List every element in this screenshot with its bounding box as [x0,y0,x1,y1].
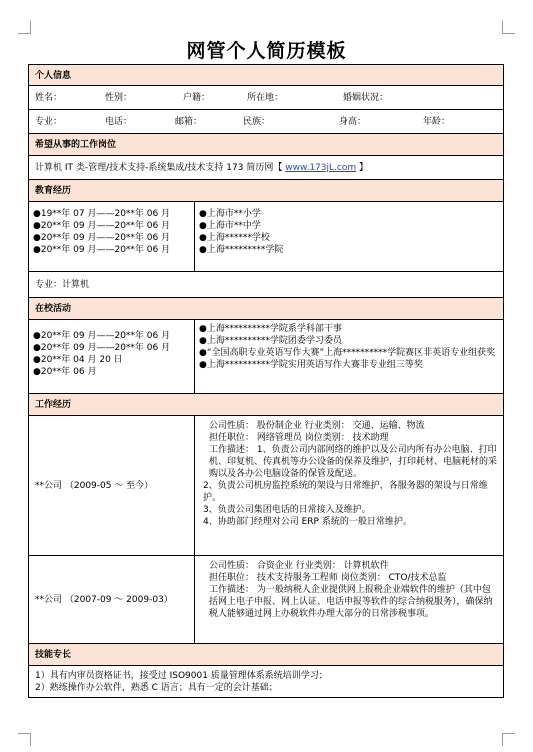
education-school: ●上海******学校 [199,233,270,243]
document-title: 网管个人简历模板 [186,40,347,62]
field-location: 所在地： [247,92,284,103]
field-gender: 性别： [105,92,133,103]
job-details [195,416,503,555]
section-campus-label: 在校活动 [35,304,72,314]
campus-dates [29,320,195,393]
campus-item: ●上海**********学院团委学习委员 [199,336,342,346]
job-line: 4、协助部门经理对公司 ERP 系统的一般日常维护。 [203,517,412,527]
personal-row-1 [28,86,504,110]
education-schools [195,202,287,271]
section-work [28,394,504,416]
field-age: 年龄： [423,116,451,127]
section-target [28,134,504,156]
crop-mark-bottom-right [502,733,515,746]
resume-table [28,64,504,698]
section-skills-label: 技能专长 [35,650,72,660]
target-end: 】 [359,163,369,173]
education-school: ●上海*********学院 [199,245,284,255]
education-date: ●19**年 07 月——20**年 06 月 [33,209,171,219]
section-personal-label: 个人信息 [35,71,72,81]
target-row [28,156,504,180]
field-height: 身高： [339,116,367,127]
field-email: 邮箱： [175,116,203,127]
field-ethnicity: 民族： [243,116,271,127]
section-campus [28,298,504,320]
section-education-label: 教育经历 [35,186,72,196]
campus-date: ●20**年 09 月——20**年 06 月 [33,331,171,341]
education-dates [29,202,195,271]
crop-mark-top-right [502,21,515,34]
education-date: ●20**年 09 月——20**年 06 月 [33,221,171,231]
job-line: 担任职位： 网络管理员 岗位类别： 技术助理 [209,433,389,443]
job-company-text: **公司 （2007-09 ～ 2009-03） [35,594,173,605]
job-company [29,556,195,643]
campus-item: ●上海**********学院实用英语写作大赛非专业组三等奖 [199,360,423,370]
personal-row-2 [28,110,504,134]
field-marital: 婚姻状况： [343,92,389,103]
field-hukou: 户籍： [183,92,211,103]
campus-item: ●上海**********学院系学科部干事 [199,324,342,334]
job-details [195,556,503,643]
crop-mark-top-left [18,21,31,34]
crop-mark-bottom-left [18,733,31,746]
job-line: 公司性质： 股份制企业 行业类别： 交通、运输、物流 [209,421,425,431]
section-education [28,180,504,202]
major-text: 专业：计算机 [35,280,90,290]
skill-line: 2）熟练操作办公软件，熟悉 C 语言；具有一定的会计基础； [35,683,278,693]
campus-items [195,320,503,393]
education-date: ●20**年 09 月——20**年 06 月 [33,233,171,243]
job-company [29,416,195,555]
job-row-1 [28,416,504,556]
campus-row [28,320,504,394]
field-name: 姓名： [35,92,63,103]
campus-date: ●20**年 04 月 20 日 [33,355,123,365]
section-target-label: 希望从事的工作岗位 [35,140,117,150]
job-line: 3、负责公司集团电话的日常接入及维护。 [203,505,371,515]
section-personal [28,64,504,86]
campus-date: ●20**年 06 月 [33,367,97,377]
job-line: 工作描述： 1、负责公司内部网络的维护以及公司内所有办公电脑、打印机、印复机、传真机等办公设备的保养及维护，打印耗材、电脑耗材的采购以及各办公电脑设备的保管及配送。 [209,445,498,479]
education-school: ●上海市**中学 [199,221,261,231]
job-line: 2、负责公司机房监控系统的架设与日常维护，各服务器的架设与日常维护。 [203,481,488,503]
skill-line: 1）具有内审员资格证书，接受过 ISO9001 质量管理体系系统培训学习； [35,671,328,681]
campus-date: ●20**年 09 月——20**年 06 月 [33,343,171,353]
target-text: 计算机 IT 类-管理/技术支持-系统集成/技术支持 173 简历网【 [35,163,283,173]
section-work-label: 工作经历 [35,400,72,410]
job-line: 公司性质： 合资企业 行业类别： 计算机软件 [209,561,389,571]
job-line: 工作描述： 为一般纳税人企业提供网上报税企业端软件的维护（其中包括网上电子申报、网上认证、电话申报等软件的综合纳税服务），确保纳税人能够通过网上办税软件办理大部分的日常涉税事项。 [209,585,493,619]
education-row [28,202,504,272]
field-major: 专业： [35,116,63,127]
education-date: ●20**年 09 月——20**年 06 月 [33,245,171,255]
field-phone: 电话： [105,116,133,127]
education-school: ●上海市**小学 [199,209,261,219]
section-skills [28,644,504,666]
job-line: 担任职位： 技术支持服务工程师 岗位类别： CTO/技术总监 [209,573,447,583]
target-link[interactable]: www.173jL.com [285,163,357,173]
skills-row [28,666,504,698]
job-row-2 [28,556,504,644]
campus-item: ●“全国高职专业英语写作大赛”上海**********学院赛区非英语专业组获奖 [199,348,496,358]
major-row [28,272,504,298]
job-company-text: **公司 （2009-05 ～ 至今） [35,480,154,491]
